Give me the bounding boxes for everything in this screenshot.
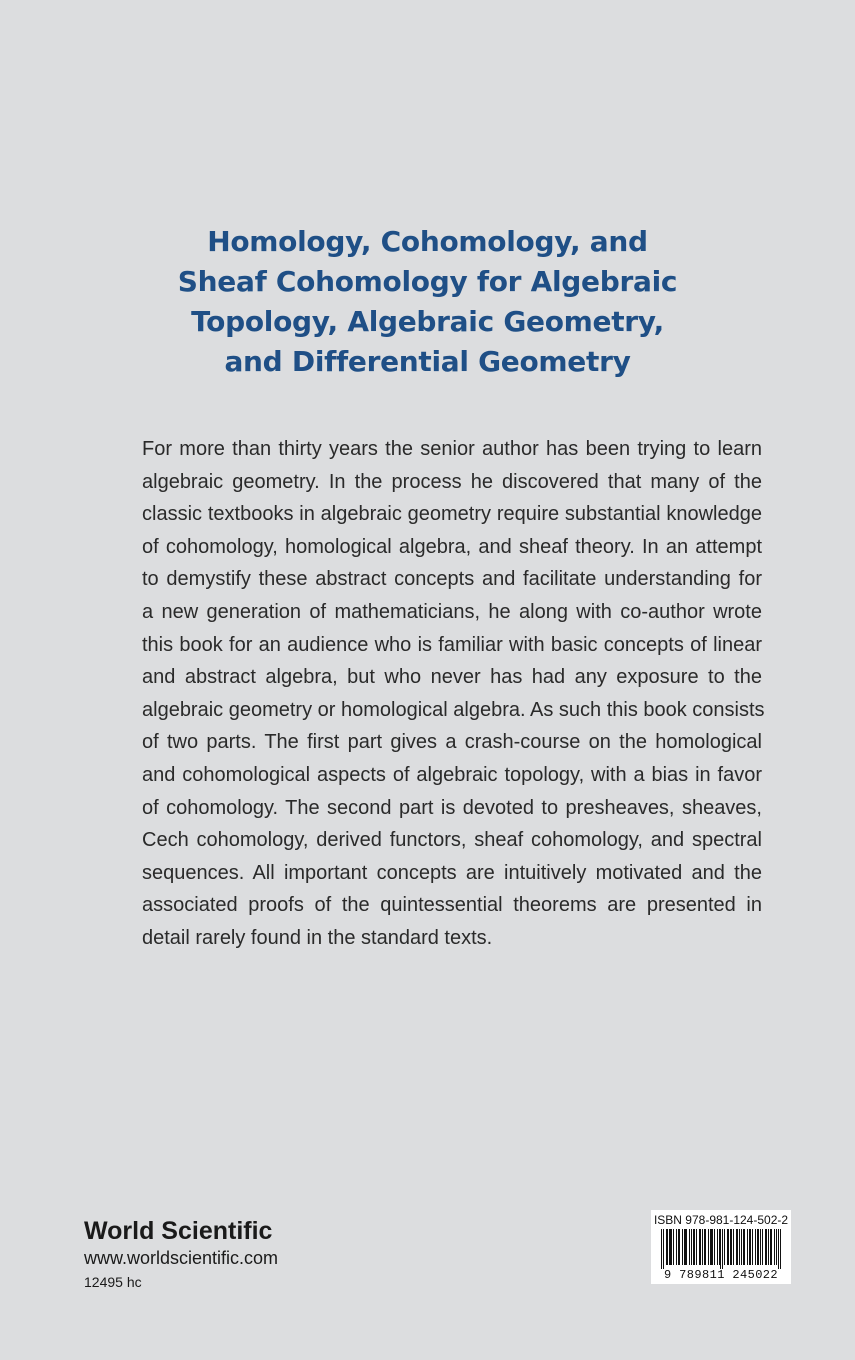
description-line: this book for an audience who is familiar with basic concepts of linear — [142, 633, 762, 656]
barcode-bar — [770, 1229, 771, 1265]
barcode-bar — [686, 1229, 687, 1265]
barcode-bar — [727, 1229, 728, 1265]
barcode-bar — [755, 1229, 756, 1265]
barcode-bar — [739, 1229, 740, 1265]
barcode-bar — [768, 1229, 769, 1265]
barcode-bar — [661, 1229, 662, 1269]
barcode-bar — [741, 1229, 742, 1265]
barcode-bar — [702, 1229, 703, 1265]
barcode-bar — [749, 1229, 750, 1265]
barcode-bar — [744, 1229, 745, 1265]
barcode-bar — [682, 1229, 683, 1265]
barcode-bar — [737, 1229, 738, 1265]
barcode-digits: 9 789811 245022 — [663, 1268, 779, 1282]
barcode-bar — [671, 1229, 672, 1265]
description-line: classic textbooks in algebraic geometry require substantial knowledge — [142, 503, 762, 526]
catalog-code: 12495 hc — [84, 1274, 142, 1290]
barcode-bar — [678, 1229, 679, 1265]
barcode-bar — [733, 1229, 734, 1265]
barcode-bar — [700, 1229, 701, 1265]
description-line: of cohomology, homological algebra, and sheaf theory. In an attempt — [142, 535, 762, 558]
barcode-bar — [765, 1229, 766, 1265]
barcode-bar — [667, 1229, 668, 1265]
barcode-bar — [774, 1229, 775, 1265]
book-title-line: Homology, Cohomology, and — [207, 225, 648, 258]
barcode-bar — [722, 1229, 723, 1269]
barcode-bar — [694, 1229, 695, 1265]
book-description — [142, 433, 765, 955]
description-line: a new generation of mathematicians, he along with co-author wrote — [142, 600, 762, 623]
barcode-bar — [685, 1229, 686, 1265]
barcode-bar — [752, 1229, 753, 1265]
barcode-bar — [724, 1229, 725, 1265]
barcode-bar — [712, 1229, 713, 1265]
publisher-block — [84, 1216, 278, 1292]
barcode-bar — [720, 1229, 721, 1269]
description-line: algebraic geometry. In the process he discovered that many of the — [142, 470, 762, 493]
barcode-bar — [736, 1229, 737, 1265]
barcode-bar — [730, 1229, 731, 1265]
barcode-bar — [714, 1229, 715, 1265]
barcode-bar — [699, 1229, 700, 1265]
barcode-bar — [719, 1229, 720, 1265]
barcode-icon — [661, 1229, 781, 1269]
barcode-bar — [747, 1229, 748, 1265]
description-line: of two parts. The first part gives a crash-course on the homological — [142, 731, 762, 754]
barcode-bar — [757, 1229, 758, 1265]
barcode-bar — [689, 1229, 690, 1265]
barcode-bar — [731, 1229, 732, 1265]
barcode-bar — [710, 1229, 711, 1265]
isbn-barcode-box — [651, 1210, 791, 1284]
description-line: and abstract algebra, but who never has had any exposure to the — [142, 666, 762, 689]
barcode-bar — [743, 1229, 744, 1265]
barcode-bar — [711, 1229, 712, 1265]
barcode-bar — [776, 1229, 777, 1265]
barcode-bar — [780, 1229, 781, 1269]
book-title — [60, 222, 795, 382]
barcode-bar — [679, 1229, 680, 1265]
description-line: algebraic geometry or homological algebra. As such this book consists — [142, 698, 765, 721]
description-line: For more than thirty years the senior author has been trying to learn — [142, 438, 762, 460]
barcode-bar — [704, 1229, 705, 1265]
barcode-bar — [676, 1229, 677, 1265]
barcode-bar — [766, 1229, 767, 1265]
publisher-url: www.worldscientific.com — [84, 1248, 279, 1268]
barcode-bar — [708, 1229, 709, 1265]
barcode-bar — [673, 1229, 674, 1265]
barcode-bar — [762, 1229, 763, 1265]
barcode-bar — [728, 1229, 729, 1265]
description-line: and cohomological aspects of algebraic topology, with a bias in favor — [142, 763, 762, 786]
publisher-name: World Scientific — [84, 1217, 273, 1245]
description-line: Cech cohomology, derived functors, sheaf cohomology, and spectral — [142, 829, 762, 852]
barcode-bar — [758, 1229, 759, 1265]
barcode-bar — [684, 1229, 685, 1265]
isbn-label: ISBN 978-981-124-502-2 — [653, 1213, 789, 1227]
description-line: sequences. All important concepts are intuitively motivated and the — [142, 861, 762, 884]
barcode-bar — [750, 1229, 751, 1265]
book-title-line: Topology, Algebraic Geometry, — [191, 305, 664, 338]
book-title-line: Sheaf Cohomology for Algebraic — [177, 265, 678, 298]
barcode-bar — [663, 1229, 664, 1269]
description-line: associated proofs of the quintessential theorems are presented in — [142, 894, 762, 917]
book-title-line: and Differential Geometry — [224, 345, 631, 378]
barcode-bar — [670, 1229, 671, 1265]
barcode-bar — [705, 1229, 706, 1265]
description-line: detail rarely found in the standard texts. — [142, 926, 493, 949]
barcode-bar — [693, 1229, 694, 1265]
barcode-bar — [778, 1229, 779, 1269]
barcode-bar — [717, 1229, 718, 1265]
barcode-bar — [669, 1229, 670, 1265]
description-line: to demystify these abstract concepts and facilitate understanding for — [142, 568, 762, 591]
barcode-bar — [760, 1229, 761, 1265]
barcode-bar — [771, 1229, 772, 1265]
description-line: of cohomology. The second part is devoted to presheaves, sheaves, — [142, 796, 762, 819]
barcode-bar — [666, 1229, 667, 1265]
barcode-bar — [691, 1229, 692, 1265]
barcode-bar — [696, 1229, 697, 1265]
